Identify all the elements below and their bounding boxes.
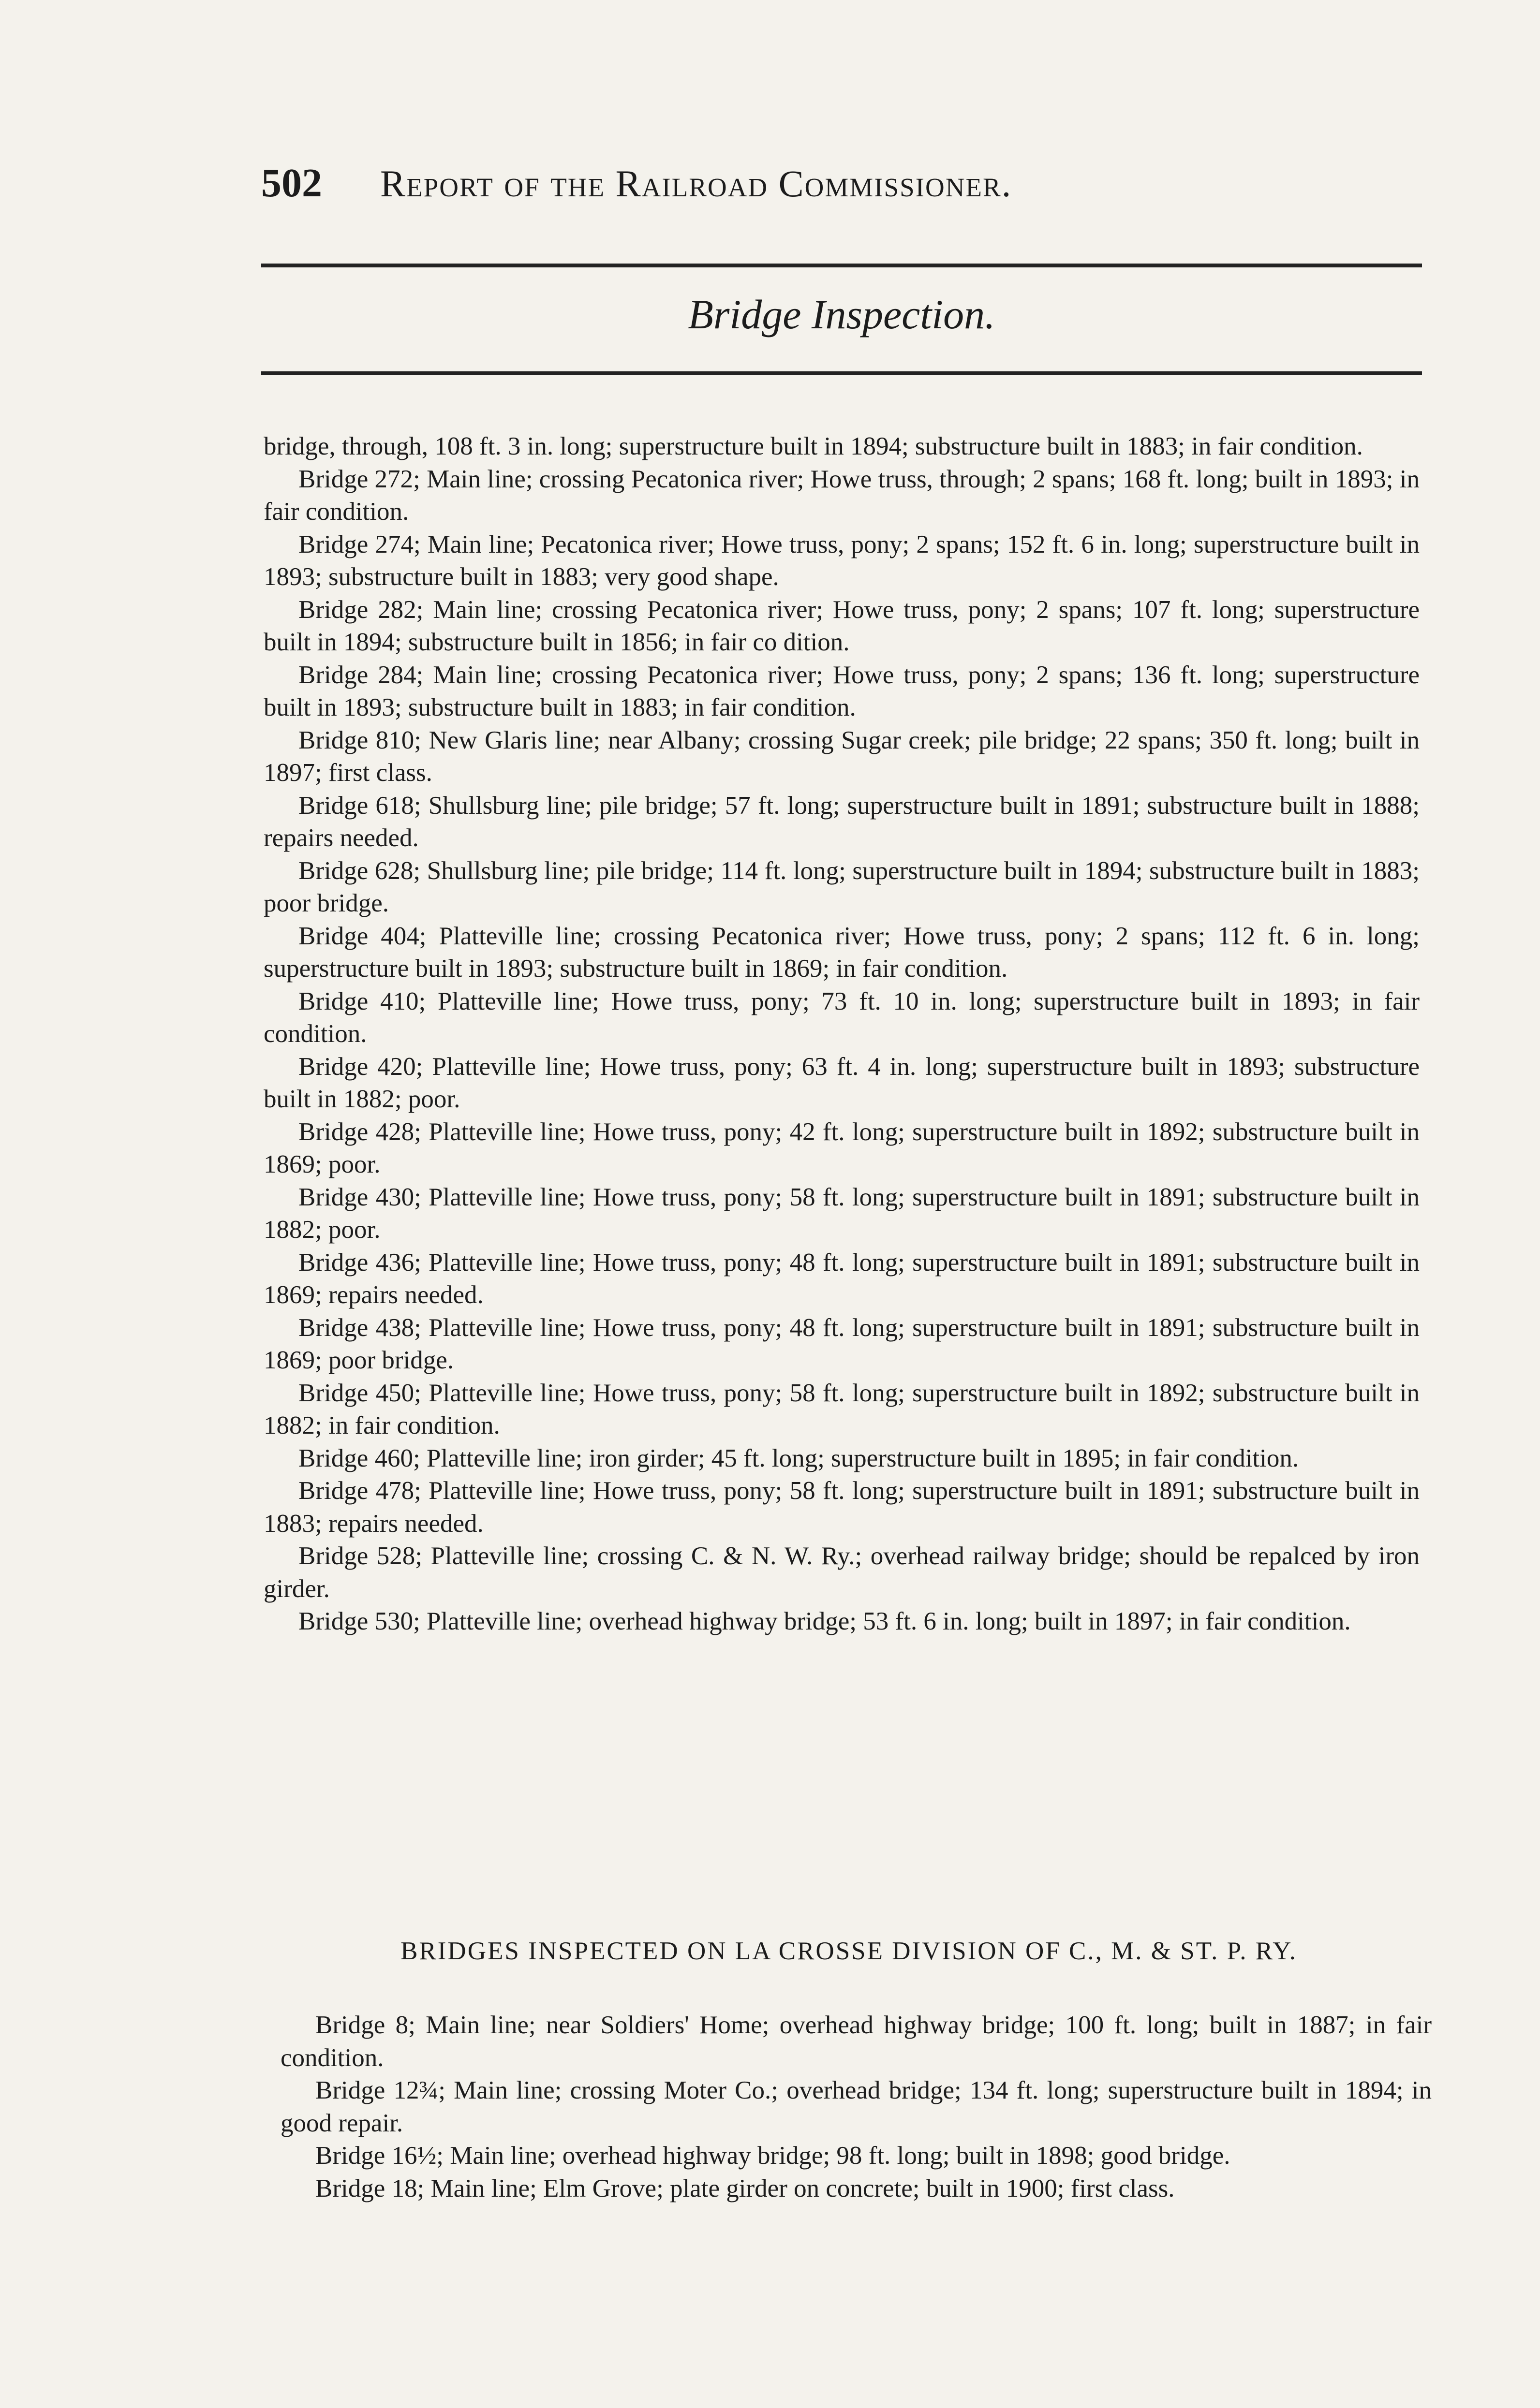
bridge-entry: Bridge 16½; Main line; overhead highway bridge; 98 ft. long; built in 1898; good bridge. [315, 2142, 1230, 2170]
bridge-entry: Bridge 530; Platteville line; overhead highway bridge; 53 ft. 6 in. long; built in 1897; in fair condition. [298, 1607, 1351, 1635]
section-title: Bridge Inspection. [688, 291, 995, 338]
division-bridge-entries [281, 2009, 1432, 2205]
bridge-entry: Bridge 272; Main line; crossing Pecatonica river; Howe truss, through; 2 spans; 168 ft. long; built in 1893; in fair condition. [264, 465, 1420, 526]
bridge-entry: Bridge 460; Platteville line; iron girder; 45 ft. long; superstructure built in 1895; in fair condition. [298, 1444, 1299, 1472]
bridge-entry: Bridge 478; Platteville line; Howe truss, pony; 58 ft. long; superstructure built in 1891; substructure built in 1883; repairs needed. [264, 1477, 1420, 1538]
bridge-entries [264, 430, 1420, 1638]
page-number: 502 [261, 161, 322, 206]
bridge-entry: Bridge 8; Main line; near Soldiers' Home; overhead highway bridge; 100 ft. long; built in 1887; in fair condition. [281, 2011, 1432, 2072]
bridge-entry: Bridge 450; Platteville line; Howe truss, pony; 58 ft. long; superstructure built in 1892; substructure built in 1882; in fair condition. [264, 1379, 1420, 1439]
bridge-entry: Bridge 438; Platteville line; Howe truss, pony; 48 ft. long; superstructure built in 1891; substructure built in 1869; poor bridge. [264, 1313, 1420, 1374]
bridge-entry: Bridge 18; Main line; Elm Grove; plate girder on concrete; built in 1900; first class. [315, 2174, 1175, 2202]
bridge-entry: Bridge 628; Shullsburg line; pile bridge; 114 ft. long; superstructure built in 1894; substructure built in 1883; poor bridge. [264, 856, 1420, 917]
top-rule [261, 264, 1422, 267]
bridge-entry: bridge, through, 108 ft. 3 in. long; superstructure built in 1894; substructure built in 1883; in fair condition. [264, 432, 1363, 460]
bridge-entry: Bridge 810; New Glaris line; near Albany; crossing Sugar creek; pile bridge; 22 spans; 350 ft. long; built in 1897; first class. [264, 726, 1420, 787]
bridge-entry: Bridge 274; Main line; Pecatonica river; Howe truss, pony; 2 spans; 152 ft. 6 in. long; superstructure built in 1893; substructure built in 1883; very good shape. [264, 530, 1420, 591]
bridge-entry: Bridge 528; Platteville line; crossing C. & N. W. Ry.; overhead railway bridge; should be repalced by iron girder. [264, 1542, 1420, 1603]
bridge-entry: Bridge 436; Platteville line; Howe truss, pony; 48 ft. long; superstructure built in 1891; substructure built in 1869; repairs needed. [264, 1248, 1420, 1309]
running-title: Report of the Railroad Commissioner. [380, 162, 1012, 205]
bridge-entry: Bridge 430; Platteville line; Howe truss, pony; 58 ft. long; superstructure built in 1891; substructure built in 1882; poor. [264, 1183, 1420, 1244]
bridge-entry: Bridge 284; Main line; crossing Pecatonica river; Howe truss, pony; 2 spans; 136 ft. long; superstructure built in 1893; substructure built in 1883; in fair condition. [264, 661, 1420, 721]
division-heading: BRIDGES INSPECTED ON LA CROSSE DIVISION OF C., M. & ST. P. RY. [400, 1937, 1297, 1965]
bridge-entry: Bridge 420; Platteville line; Howe truss, pony; 63 ft. 4 in. long; superstructure built in 1893; substructure built in 1882; poor. [264, 1052, 1420, 1113]
bridge-entry: Bridge 410; Platteville line; Howe truss, pony; 73 ft. 10 in. long; superstructure built in 1893; in fair condition. [264, 987, 1420, 1048]
bridge-entry: Bridge 282; Main line; crossing Pecatonica river; Howe truss, pony; 2 spans; 107 ft. long; superstructure built in 1894; substructure built in 1856; in fair co dition. [264, 595, 1420, 656]
page-header [261, 160, 1422, 206]
bridge-entry: Bridge 618; Shullsburg line; pile bridge; 57 ft. long; superstructure built in 1891; substructure built in 1888; repairs needed. [264, 791, 1420, 852]
bottom-rule [261, 371, 1422, 375]
bridge-entry: Bridge 12¾; Main line; crossing Moter Co.; overhead bridge; 134 ft. long; superstructure built in 1894; in good repair. [281, 2076, 1432, 2137]
bridge-entry: Bridge 428; Platteville line; Howe truss, pony; 42 ft. long; superstructure built in 1892; substructure built in 1869; poor. [264, 1117, 1420, 1178]
bridge-entry: Bridge 404; Platteville line; crossing Pecatonica river; Howe truss, pony; 2 spans; 112 ft. 6 in. long; superstructure built in 1893; substructure built in 1869; in fair condition. [264, 922, 1420, 983]
